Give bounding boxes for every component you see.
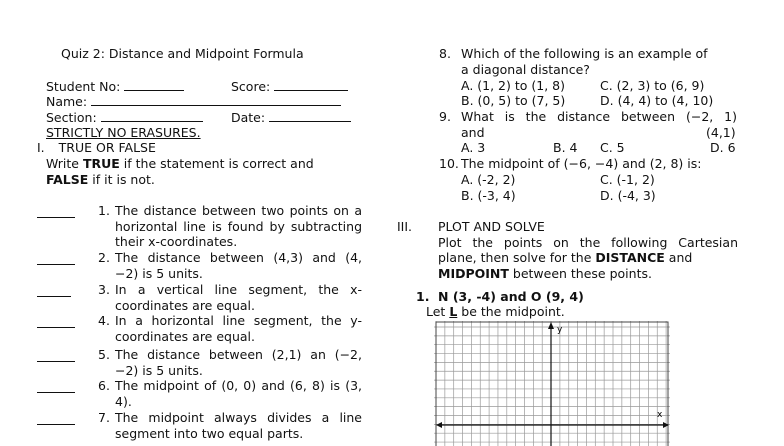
no-erasures-warning: STRICTLY NO ERASURES. [46,125,201,140]
answer-blank-6[interactable] [37,392,75,393]
answer-blank-3[interactable] [37,296,71,297]
grid-border [436,322,668,446]
section-label: Section: [46,110,97,125]
problem-statement: N (3, -4) and O (9, 4) [438,289,584,304]
item-text: The midpoint always divides a line segment into two equal parts. [115,410,362,441]
instr-distance: DISTANCE [595,250,665,265]
part1-heading-text: TRUE OR FALSE [58,140,156,155]
instr-text: and [664,250,693,265]
date-field[interactable] [231,109,351,126]
q9-option-a[interactable]: A. 3 [461,140,486,155]
question-10-number: 10. [439,156,459,171]
answer-blank-1[interactable] [37,217,75,218]
q10-option-b[interactable]: B. (-3, 4) [461,188,516,203]
list-item [98,378,362,409]
q9-option-d[interactable]: D. 6 [710,140,736,155]
part1-heading-num: I. [37,140,45,155]
x-axis-left-arrow [436,422,442,428]
item-number: 7. [98,410,110,425]
name-blank[interactable] [91,93,341,106]
answer-blank-2[interactable] [37,264,75,265]
item-number: 2. [98,250,110,265]
instr-false: FALSE [46,172,89,187]
item-number: 5. [98,347,110,362]
item-text: The distance between (4,3) and (4, −2) is 5 units. [115,250,362,281]
item-text: The distance between (2,1) an (−2, −2) is 5 units. [115,347,362,378]
date-blank[interactable] [269,109,351,122]
list-item [98,203,362,250]
section-blank[interactable] [101,109,203,122]
q8-option-c[interactable]: C. (2, 3) to (6, 9) [600,78,705,93]
part3-instr-line1: Plot the points on the following Cartesian [438,235,738,250]
item-text: The distance between two points on a horizontal line is found by subtracting their x-coordinates. [115,203,362,250]
list-item [98,410,362,441]
q8-option-b[interactable]: B. (0, 5) to (7, 5) [461,93,566,108]
q10-option-c[interactable]: C. (-1, 2) [600,172,655,187]
instr-midpoint: MIDPOINT [438,266,509,281]
question-8-line2: a diagonal distance? [461,62,590,77]
answer-blank-5[interactable] [37,361,75,362]
instr-text: Write [46,156,83,171]
x-axis-label: x [657,410,663,420]
answer-blank-4[interactable] [37,327,75,328]
question-9-line1: What is the distance between (−2, 1) [461,109,737,124]
instr-text: plane, then solve for the [438,250,596,265]
grid-lines [434,321,670,446]
part3-instr-line3 [438,266,652,282]
student-no-blank[interactable] [124,78,184,91]
item-number: 6. [98,378,110,393]
list-item [98,250,362,281]
question-9-and: and [461,125,485,140]
list-item [98,347,362,378]
part1-heading [37,140,156,156]
question-8-number: 8. [439,46,451,61]
q9-option-b[interactable]: B. 4 [553,140,578,155]
let-text: be the midpoint. [457,304,565,319]
y-axis-up-arrow [548,322,554,329]
item-text: The midpoint of (0, 0) and (6, 8) is (3, 4). [115,378,362,409]
y-axis-label: y [557,325,563,335]
midpoint-variable: L [449,304,458,319]
item-number: 3. [98,282,110,297]
item-number: 4. [98,313,110,328]
let-text: Let [426,304,450,319]
student-no-label: Student No: [46,79,121,94]
item-text: In a vertical line segment, the x-coordinates are equal. [115,282,362,313]
item-number: 1. [98,203,110,218]
part3-heading-num: III. [397,219,413,234]
instr-true: TRUE [82,156,120,171]
part3-heading: PLOT AND SOLVE [438,219,545,234]
section-field[interactable] [46,109,203,126]
instr-text: between these points. [508,266,652,281]
q9-option-c[interactable]: C. 5 [600,140,625,155]
question-9-number: 9. [439,109,451,124]
part3-instr-line2 [438,250,692,266]
question-9-point: (4,1) [706,125,736,140]
item-text: In a horizontal line segment, the y-coordinates are equal. [115,313,362,344]
problem-number: 1. [416,289,430,304]
part1-instructions-line2 [46,172,155,188]
part1-instructions [46,156,368,172]
quiz-title: Quiz 2: Distance and Midpoint Formula [61,46,304,61]
question-10-line1: The midpoint of (−6, −4) and (2, 8) is: [461,156,702,171]
midpoint-label-line [426,304,565,320]
q10-option-a[interactable]: A. (-2, 2) [461,172,516,187]
score-blank[interactable] [274,78,348,91]
question-8-line1: Which of the following is an example of [461,46,708,61]
list-item [98,282,362,313]
date-label: Date: [231,110,266,125]
list-item [98,313,362,344]
name-field[interactable] [46,93,341,110]
q10-option-d[interactable]: D. (-4, 3) [600,188,656,203]
score-label: Score: [231,79,271,94]
answer-blank-7[interactable] [37,424,75,425]
instr-text: if it is not. [88,172,155,187]
q8-option-d[interactable]: D. (4, 4) to (4, 10) [600,93,714,108]
name-label: Name: [46,94,88,109]
instr-text: if the statement is correct and [119,156,314,171]
cartesian-plane[interactable] [434,321,670,446]
q8-option-a[interactable]: A. (1, 2) to (1, 8) [461,78,565,93]
